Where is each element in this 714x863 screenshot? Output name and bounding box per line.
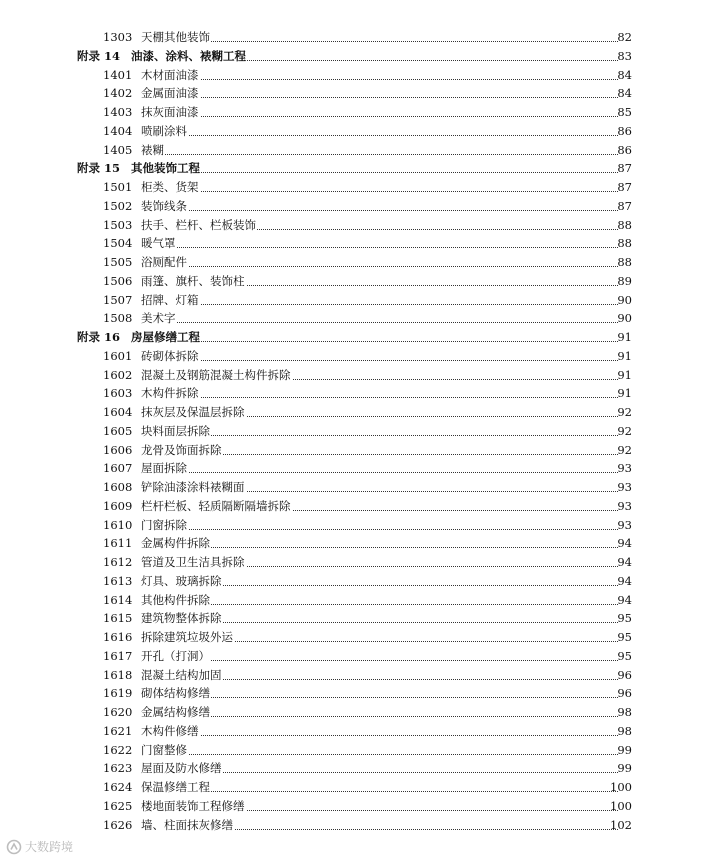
toc-entry-title: 扶手、栏杆、栏板装饰 (141, 216, 257, 235)
toc-entry-title: 楼地面装饰工程修缮 (141, 797, 246, 816)
toc-entry-page: 87 (617, 198, 632, 213)
dot-leader (141, 529, 618, 530)
watermark (6, 838, 73, 855)
toc-entry-title: 雨篷、旗杆、装饰柱 (141, 272, 246, 291)
toc-entry-row (0, 778, 714, 797)
toc-entry-title: 开孔（打洞） (141, 647, 211, 666)
toc-entry-title: 天棚其他装饰 (141, 28, 211, 47)
dot-leader (131, 341, 618, 342)
toc-entry-number: 1405 (103, 142, 133, 157)
toc-entry-number: 1604 (103, 405, 133, 419)
toc-entry-title: 金属面油漆 (141, 84, 200, 103)
toc-entry-title: 建筑物整体拆除 (141, 609, 223, 628)
toc-entry-row (0, 497, 714, 516)
dot-leader (141, 791, 618, 792)
toc-entry-page: 102 (610, 817, 632, 832)
toc-entry-number: 1617 (103, 648, 133, 663)
toc-entry-title: 裱糊 (141, 141, 165, 160)
toc-entry-title: 油漆、涂料、裱糊工程 (131, 47, 247, 66)
toc-entry-number: 1503 (103, 217, 133, 232)
toc-entry-title: 喷刷涂料 (141, 122, 188, 141)
toc-entry-page: 96 (617, 667, 632, 682)
toc-entry-page: 88 (617, 255, 632, 269)
toc-section-row (0, 159, 714, 178)
toc-entry-page: 100 (610, 798, 632, 813)
toc-entry-row (0, 759, 714, 778)
toc-entry-row (0, 178, 714, 197)
dot-leader (141, 735, 618, 736)
toc-entry-title: 管道及卫生洁具拆除 (141, 553, 246, 572)
toc-entry-row (0, 28, 714, 47)
toc-entry-number: 1608 (103, 480, 133, 494)
toc-entry-number: 附录 16 (77, 330, 121, 344)
toc-entry-row (0, 366, 714, 385)
toc-entry-number: 1501 (103, 180, 133, 194)
toc-entry-page: 93 (617, 480, 632, 494)
toc-entry-page: 99 (617, 761, 632, 776)
watermark-logo-icon (6, 839, 22, 855)
toc-entry-number: 1612 (103, 555, 133, 569)
toc-entry-row (0, 591, 714, 610)
dot-leader (141, 247, 618, 248)
toc-entry-number: 1626 (103, 817, 133, 832)
toc-entry-row (0, 291, 714, 310)
toc-entry-number: 附录 15 (77, 161, 121, 176)
toc-entry-page: 88 (617, 217, 632, 232)
toc-entry-title: 木构件修缮 (141, 722, 200, 741)
toc-entry-title: 木材面油漆 (141, 66, 200, 85)
toc-entry-title: 装饰线条 (141, 197, 188, 216)
toc-entry-title: 屋面拆除 (141, 459, 188, 478)
toc-entry-title: 混凝土结构加固 (141, 666, 223, 685)
toc-entry-page: 88 (617, 236, 632, 251)
toc-entry-number: 1603 (103, 386, 133, 401)
toc-entry-page: 89 (617, 273, 632, 288)
toc-entry-number: 1621 (103, 723, 133, 738)
dot-leader (141, 604, 618, 605)
toc-entry-row (0, 347, 714, 366)
toc-entry-row (0, 84, 714, 103)
toc-entry-title: 柜类、货架 (141, 178, 200, 197)
toc-entry-title: 灯具、玻璃拆除 (141, 572, 223, 591)
toc-entry-row (0, 553, 714, 572)
toc-entry-number: 1613 (103, 573, 133, 588)
toc-entry-number: 1607 (103, 461, 133, 476)
toc-entry-title: 拆除建筑垃圾外运 (141, 628, 234, 647)
toc-entry-title: 抹灰面油漆 (141, 103, 200, 122)
toc-entry-row (0, 272, 714, 291)
dot-leader (141, 697, 618, 698)
toc-entry-row (0, 441, 714, 460)
toc-entry-number: 1618 (103, 667, 133, 682)
dot-leader (141, 41, 618, 42)
toc-entry-row (0, 384, 714, 403)
toc-entry-number: 1610 (103, 517, 133, 532)
toc-entry-page: 90 (617, 311, 632, 326)
toc-entry-number: 1623 (103, 761, 133, 776)
toc-entry-page: 98 (617, 723, 632, 738)
toc-entry-title: 砖砌体拆除 (141, 347, 200, 366)
toc-entry-row (0, 234, 714, 253)
toc-entry-title: 浴厕配件 (141, 253, 188, 272)
toc-entry-page: 84 (617, 67, 632, 82)
toc-entry-number: 附录 14 (77, 48, 121, 63)
toc-entry-title: 金属结构修缮 (141, 703, 211, 722)
toc-entry-row (0, 703, 714, 722)
toc-entry-number: 1605 (103, 423, 133, 438)
toc-entry-number: 1403 (103, 105, 133, 119)
toc-entry-title: 其他构件拆除 (141, 591, 211, 610)
toc-entry-page: 100 (610, 780, 632, 794)
toc-entry-title: 其他装饰工程 (131, 159, 201, 178)
toc-entry-page: 82 (617, 30, 632, 44)
toc-entry-row (0, 572, 714, 591)
toc-entry-row (0, 403, 714, 422)
toc-entry-row (0, 816, 714, 835)
toc-entry-number: 1404 (103, 123, 133, 138)
toc-entry-row (0, 253, 714, 272)
toc-entry-row (0, 722, 714, 741)
toc-entry-number: 1624 (103, 780, 133, 794)
toc-entry-row (0, 534, 714, 553)
dot-leader (141, 304, 618, 305)
toc-entry-row (0, 628, 714, 647)
toc-entry-page: 91 (617, 386, 632, 401)
toc-entry-number: 1606 (103, 442, 133, 457)
toc-entry-row (0, 422, 714, 441)
toc-entry-title: 保温修缮工程 (141, 778, 211, 797)
toc-entry-page: 94 (617, 536, 632, 551)
dot-leader (131, 172, 618, 173)
toc-entry-number: 1620 (103, 705, 133, 719)
toc-entry-title: 砌体结构修缮 (141, 684, 211, 703)
toc-entry-number: 1611 (103, 536, 133, 551)
toc-entry-page: 93 (617, 498, 632, 513)
toc-entry-row (0, 216, 714, 235)
toc-entry-row (0, 684, 714, 703)
toc-entry-row (0, 197, 714, 216)
toc-entry-page: 87 (617, 161, 632, 176)
toc-entry-row (0, 141, 714, 160)
toc-entry-row (0, 647, 714, 666)
toc-entry-page: 91 (617, 330, 632, 344)
toc-entry-page: 92 (617, 423, 632, 438)
toc-entry-row (0, 741, 714, 760)
toc-entry-row (0, 459, 714, 478)
toc-entry-number: 1402 (103, 86, 133, 101)
toc-entry-title: 暖气罩 (141, 234, 177, 253)
toc-entry-row (0, 516, 714, 535)
toc-entry-page: 95 (617, 611, 632, 626)
toc-entry-title: 木构件拆除 (141, 384, 200, 403)
toc-section-row (0, 328, 714, 347)
dot-leader (141, 154, 618, 155)
dot-leader (141, 135, 618, 136)
toc-entry-page: 91 (617, 348, 632, 363)
toc-entry-row (0, 66, 714, 85)
toc-entry-title: 房屋修缮工程 (131, 328, 201, 347)
toc-entry-number: 1615 (103, 611, 133, 626)
toc-entry-page: 96 (617, 686, 632, 701)
toc-entry-page: 99 (617, 742, 632, 757)
toc-entry-row (0, 309, 714, 328)
toc-entry-page: 94 (617, 592, 632, 607)
dot-leader (141, 435, 618, 436)
toc-entry-number: 1616 (103, 630, 133, 644)
dot-leader (141, 97, 618, 98)
dot-leader (141, 116, 618, 117)
toc-entry-page: 95 (617, 630, 632, 644)
dot-leader (141, 716, 618, 717)
toc-entry-page: 83 (617, 48, 632, 63)
toc-entry-page: 95 (617, 648, 632, 663)
toc-entry-page: 86 (617, 123, 632, 138)
toc-entry-page: 91 (617, 367, 632, 382)
toc-entry-number: 1303 (103, 30, 133, 44)
toc-entry-number: 1502 (103, 198, 133, 213)
toc-entry-number: 1401 (103, 67, 133, 82)
toc-entry-number: 1505 (103, 255, 133, 269)
toc-entry-row (0, 666, 714, 685)
dot-leader (141, 754, 618, 755)
toc-entry-title: 门窗整修 (141, 741, 188, 760)
toc-entry-number: 1602 (103, 367, 133, 382)
dot-leader (141, 472, 618, 473)
toc-entry-number: 1507 (103, 292, 133, 307)
dot-leader (141, 660, 618, 661)
toc-entry-page: 87 (617, 180, 632, 194)
toc-entry-page: 84 (617, 86, 632, 101)
toc-entry-title: 屋面及防水修缮 (141, 759, 223, 778)
toc-entry-page: 93 (617, 461, 632, 476)
toc-entry-number: 1506 (103, 273, 133, 288)
toc-entry-page: 98 (617, 705, 632, 719)
toc-entry-page: 92 (617, 442, 632, 457)
toc-entry-row (0, 103, 714, 122)
toc-entry-page: 92 (617, 405, 632, 419)
watermark-text: 大数跨境 (25, 840, 74, 854)
dot-leader (141, 210, 618, 211)
dot-leader (141, 547, 618, 548)
toc-entry-number: 1601 (103, 348, 133, 363)
toc-entry-number: 1508 (103, 311, 133, 326)
toc-entry-title: 块料面层拆除 (141, 422, 211, 441)
toc-entry-page: 93 (617, 517, 632, 532)
toc-entry-number: 1504 (103, 236, 133, 251)
toc-entry-title: 美术字 (141, 309, 177, 328)
table-of-contents (0, 28, 714, 834)
dot-leader (141, 79, 618, 80)
dot-leader (141, 397, 618, 398)
toc-entry-row (0, 797, 714, 816)
dot-leader (141, 266, 618, 267)
dot-leader (141, 191, 618, 192)
toc-entry-number: 1614 (103, 592, 133, 607)
toc-entry-page: 85 (617, 105, 632, 119)
toc-entry-page: 94 (617, 573, 632, 588)
toc-entry-number: 1622 (103, 742, 133, 757)
toc-entry-row (0, 122, 714, 141)
toc-entry-title: 门窗拆除 (141, 516, 188, 535)
toc-entry-page: 86 (617, 142, 632, 157)
toc-entry-title: 墙、柱面抹灰修缮 (141, 816, 234, 835)
toc-entry-page: 94 (617, 555, 632, 569)
toc-entry-title: 金属构件拆除 (141, 534, 211, 553)
toc-entry-row (0, 478, 714, 497)
toc-entry-title: 混凝土及钢筋混凝土构件拆除 (141, 366, 292, 385)
toc-entry-number: 1609 (103, 498, 133, 513)
toc-entry-title: 栏杆栏板、轻质隔断隔墙拆除 (141, 497, 292, 516)
toc-entry-title: 招牌、灯箱 (141, 291, 200, 310)
toc-entry-number: 1625 (103, 798, 133, 813)
toc-entry-row (0, 609, 714, 628)
dot-leader (141, 322, 618, 323)
toc-entry-title: 铲除油漆涂料裱糊面 (141, 478, 246, 497)
dot-leader (141, 360, 618, 361)
toc-entry-title: 抹灰层及保温层拆除 (141, 403, 246, 422)
toc-entry-page: 90 (617, 292, 632, 307)
toc-entry-title: 龙骨及饰面拆除 (141, 441, 223, 460)
toc-entry-number: 1619 (103, 686, 133, 701)
toc-section-row (0, 47, 714, 66)
